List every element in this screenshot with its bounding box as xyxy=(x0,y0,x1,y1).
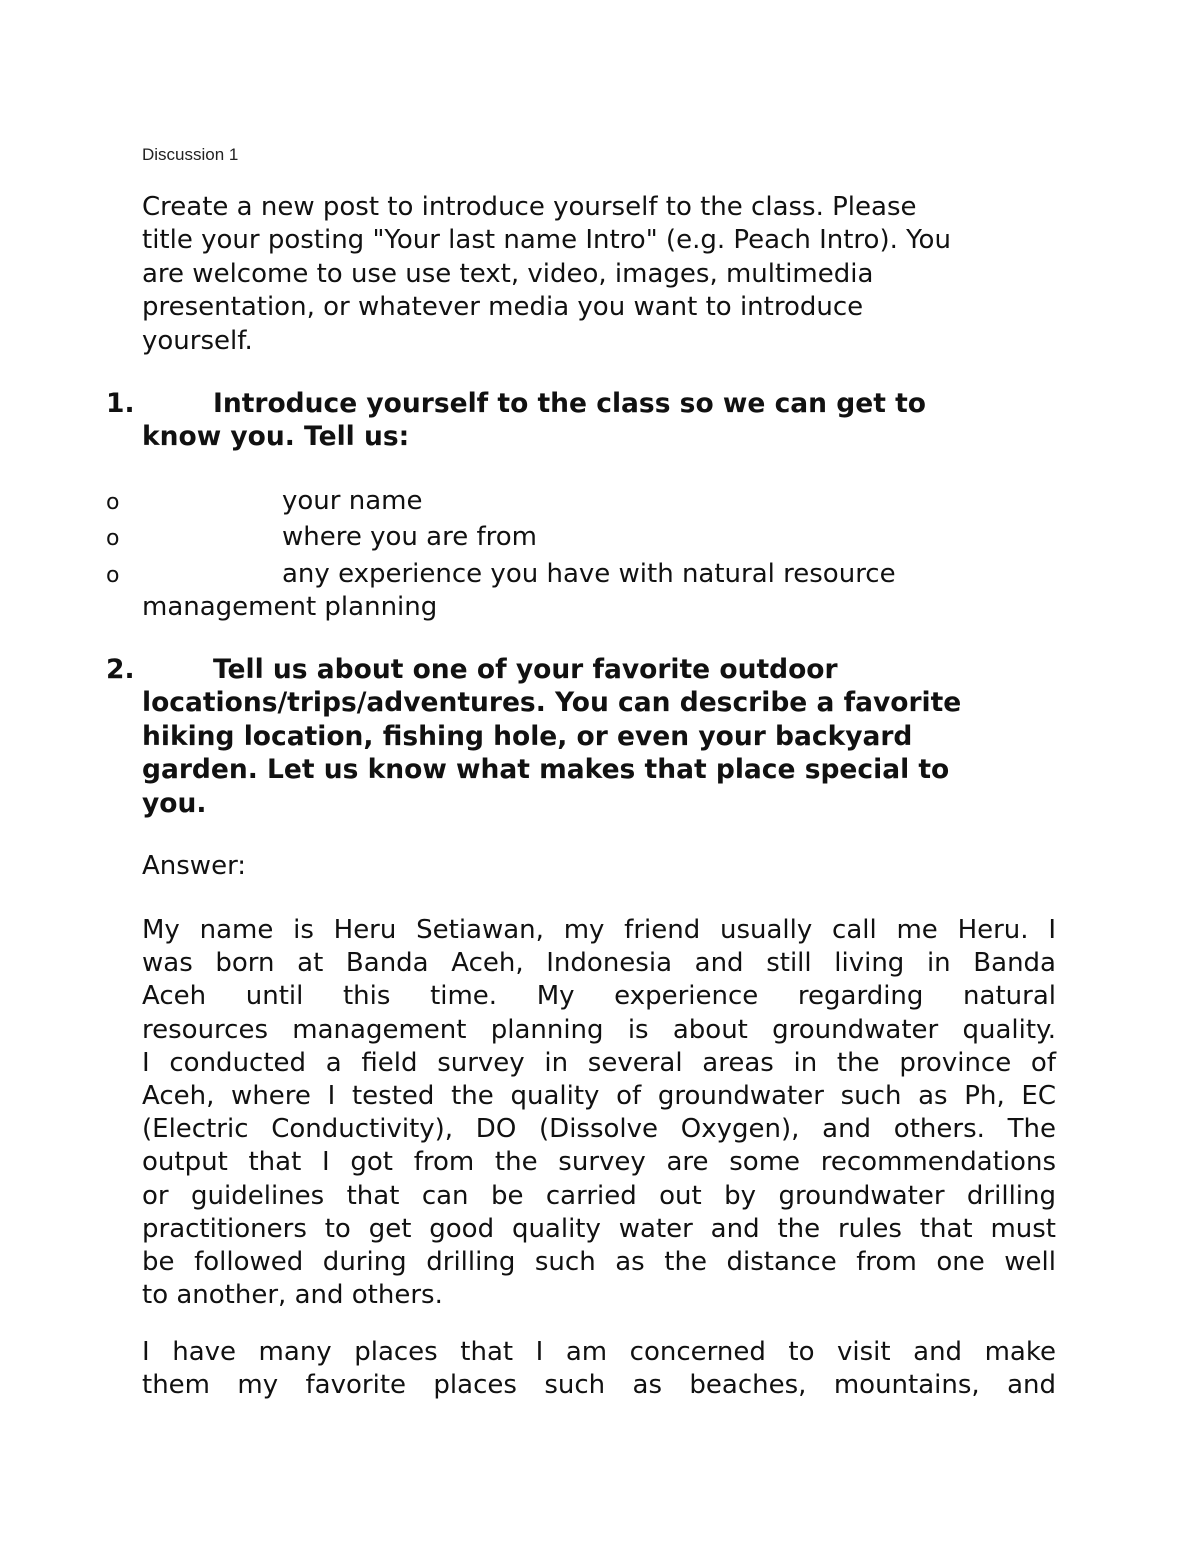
document-heading: Discussion 1 xyxy=(142,145,239,164)
question-2-line: garden. Let us know what makes that place special to xyxy=(142,754,950,786)
intro-line: yourself. xyxy=(142,325,253,356)
intro-line: presentation, or whatever media you want to introduce xyxy=(142,292,864,323)
answer-line: Aceh, where I tested the quality of groundwater such as Ph, EC xyxy=(142,1081,1056,1112)
answer-line: to another, and others. xyxy=(142,1280,443,1311)
bullet-text: any experience you have with natural resource xyxy=(282,558,896,589)
answer-line: output that I got from the survey are some recommendations xyxy=(142,1147,1056,1178)
answer-line: practitioners to get good quality water and the rules that must xyxy=(142,1213,1056,1244)
list-item xyxy=(106,520,1106,556)
question-2 xyxy=(106,653,1106,820)
bullet-marker: o xyxy=(106,526,120,552)
answer-line: was born at Banda Aceh, Indonesia and still living in Banda xyxy=(142,948,1056,979)
intro-paragraph xyxy=(142,191,1102,358)
intro-line: title your posting "Your last name Intro" (e.g. Peach Intro). You xyxy=(142,225,951,256)
answer-paragraph-1 xyxy=(142,914,1056,1312)
bullet-list xyxy=(106,484,1106,624)
question-1-number: 1. xyxy=(106,388,135,419)
answer-line: (Electric Conductivity), DO (Dissolve Oxygen), and others. The xyxy=(142,1114,1056,1145)
answer-paragraph-2 xyxy=(142,1336,1056,1402)
bullet-text: where you are from xyxy=(282,522,537,553)
question-2-line: Tell us about one of your favorite outdoor xyxy=(213,654,838,685)
question-1-line: know you. Tell us: xyxy=(142,421,410,453)
intro-line: are welcome to use use text, video, images, multimedia xyxy=(142,258,874,289)
answer-line: My name is Heru Setiawan, my friend usually call me Heru. I xyxy=(142,915,1056,945)
bullet-marker: o xyxy=(106,562,120,588)
bullet-marker: o xyxy=(106,490,120,515)
answer-line: Aceh until this time. My experience regarding natural xyxy=(142,981,1056,1012)
question-1-line: Introduce yourself to the class so we can get to xyxy=(213,388,926,419)
bullet-text: your name xyxy=(282,486,423,516)
question-2-number: 2. xyxy=(106,654,135,685)
question-2-line: hiking location, fishing hole, or even your backyard xyxy=(142,720,913,752)
answer-line: I conducted a field survey in several areas in the province of xyxy=(142,1047,1056,1078)
question-1 xyxy=(106,387,1106,454)
list-item xyxy=(106,484,1106,520)
answer-line: resources management planning is about groundwater quality. xyxy=(142,1014,1056,1045)
answer-line: or guidelines that can be carried out by groundwater drilling xyxy=(142,1180,1056,1211)
answer-label: Answer: xyxy=(142,851,247,881)
answer-line: I have many places that I am concerned to visit and make xyxy=(142,1337,1056,1367)
question-2-line: you. xyxy=(142,787,207,819)
answer-line: be followed during drilling such as the distance from one well xyxy=(142,1247,1056,1278)
list-item xyxy=(106,557,1106,624)
question-2-line: locations/trips/adventures. You can describe a favorite xyxy=(142,687,962,719)
bullet-continuation: management planning xyxy=(142,591,438,622)
intro-line: Create a new post to introduce yourself to the class. Please xyxy=(142,192,917,222)
answer-line: them my favorite places such as beaches, mountains, and xyxy=(142,1370,1056,1401)
